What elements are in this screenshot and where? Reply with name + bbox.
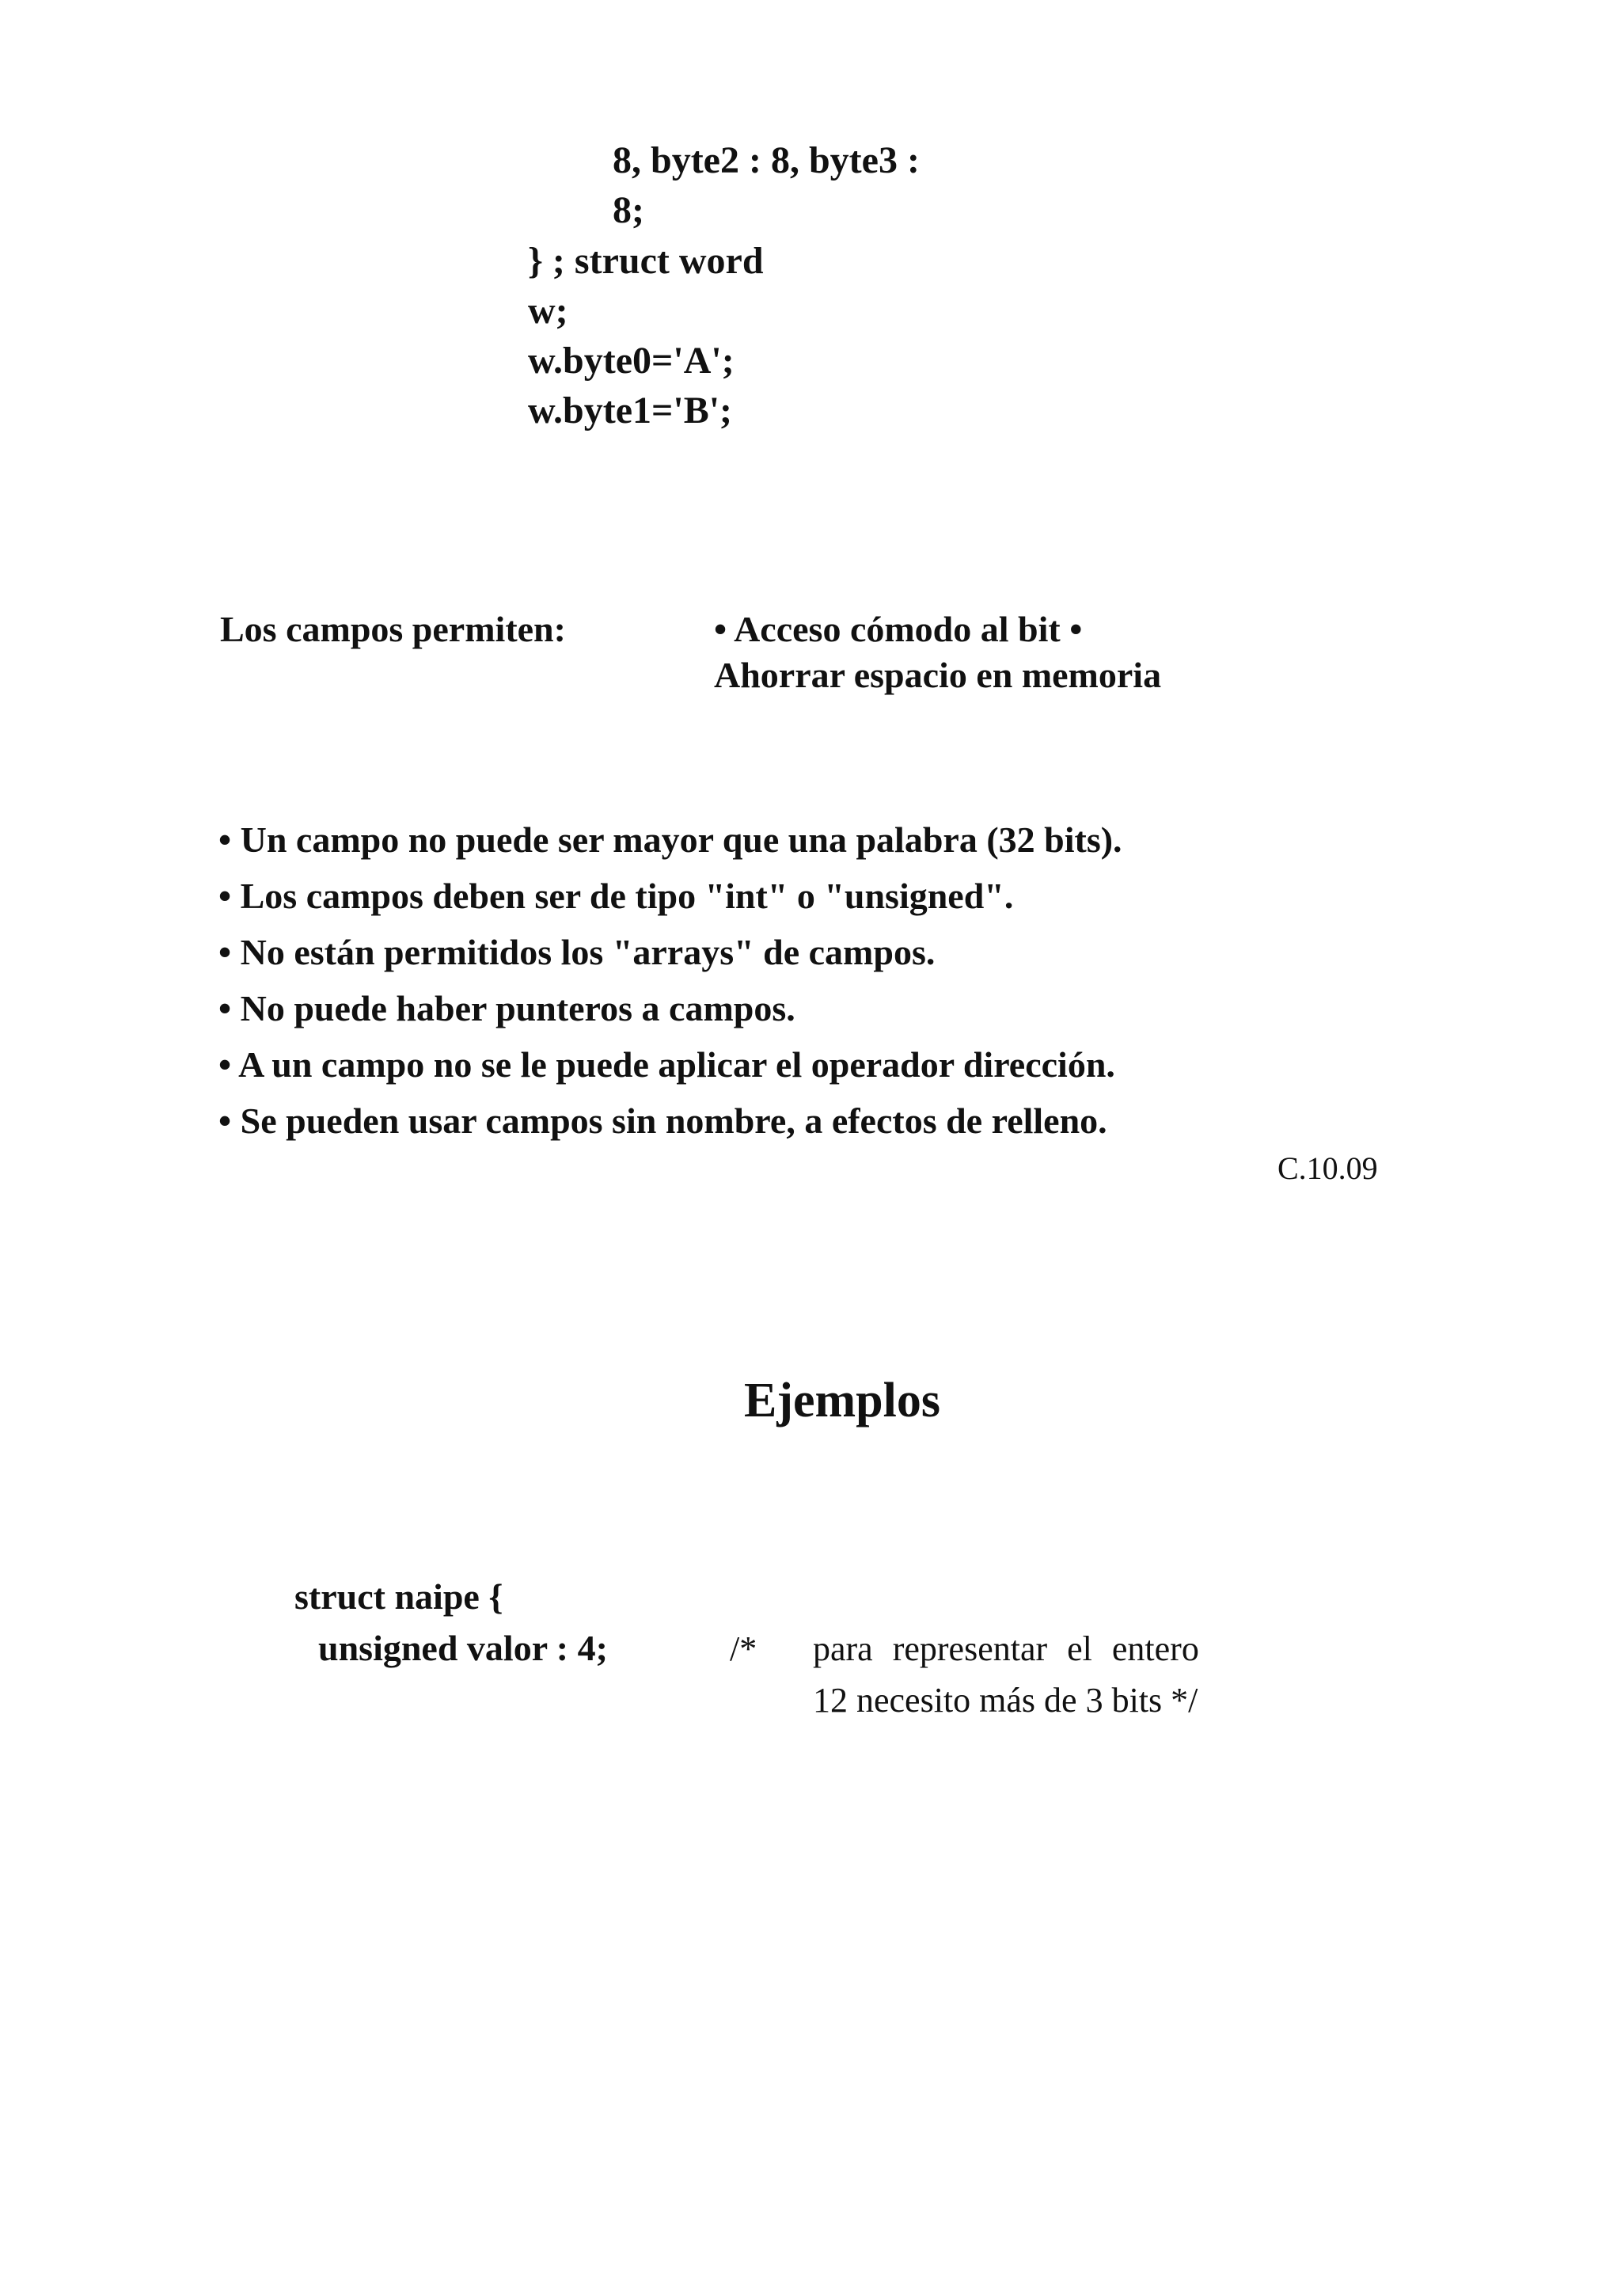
rule-item: • Los campos deben ser de tipo "int" o "unsigned". [218,876,1014,916]
rule-item: • Se pueden usar campos sin nombre, a efectos de relleno. [218,1100,1107,1141]
rule-item: • A un campo no se le puede aplicar el operador dirección. [218,1044,1115,1085]
example-field-line: unsigned valor : 4; [318,1628,608,1668]
example-struct-line: struct naipe { [294,1576,503,1617]
code-line: 8, byte2 : 8, byte3 : [613,139,920,181]
code-line: w.byte1='B'; [528,390,733,431]
example-comment-open: /* [730,1629,757,1668]
example-comment-line: para representar el entero [813,1629,1199,1668]
slide-reference: C.10.09 [1277,1150,1378,1186]
fields-allow-label: Los campos permiten: [220,609,566,649]
section-heading: Ejemplos [744,1374,940,1427]
code-line: w.byte0='A'; [528,340,735,382]
code-line: w; [528,290,568,332]
code-line: 8; [613,189,644,231]
rule-item: • Un campo no puede ser mayor que una palabra (32 bits). [218,819,1122,860]
fields-allow-line: Ahorrar espacio en memoria [714,655,1162,695]
rule-item: • No están permitidos los "arrays" de campos. [218,932,936,972]
fields-allow-line: • Acceso cómodo al bit • [714,609,1083,649]
code-line: } ; struct word [528,240,764,282]
rule-item: • No puede haber punteros a campos. [218,988,795,1028]
example-comment-line: 12 necesito más de 3 bits */ [813,1681,1198,1720]
